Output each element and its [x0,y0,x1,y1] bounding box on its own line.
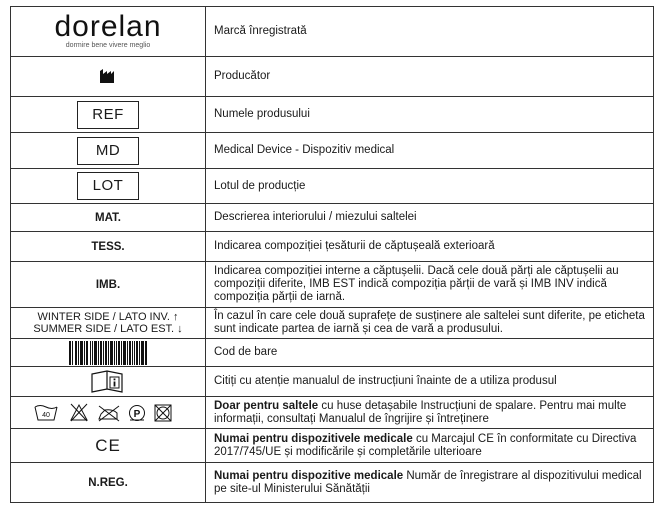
table-row [11,57,654,97]
svg-text:40: 40 [42,411,50,419]
lot-symbol: LOT [77,172,139,200]
table-row [11,429,654,463]
symbols-table [10,6,654,503]
no-iron-icon [99,406,119,421]
row-description: În cazul în care cele două suprafețe de susținere ale saltelei sunt diferite, pe eticheta sunt indicate partea de iarnă și cea de vară a produsului. [206,308,654,339]
table-row [11,232,654,262]
logo-cell [11,7,206,57]
imb-label: IMB. [11,262,206,308]
row-description: Doar pentru saltele cu huse detașabile Instrucțiuni de spalare. Pentru mai multe informații, consultați Manualul de îngrijire și întreținere [206,397,654,429]
manufacturer-icon [99,68,117,84]
table-row [11,397,654,429]
row-description: Indicarea compoziției interne a căptușelii. Dacă cele două părți ale căptușelii au compoziții diferite, IMB EST indică compoziția părții de vară și IMB INV indică compoziția părții de iarnă. [206,262,654,308]
dry-clean-p-icon [130,405,145,420]
table-row [11,7,654,57]
svg-text:P: P [133,408,141,420]
table-row [11,367,654,397]
md-symbol: MD [77,137,139,165]
row-description: Lotul de producție [206,169,654,204]
row-description-bold: Numai pentru dispozitive medicale [214,469,404,482]
row-description: Indicarea compoziției țesăturii de căptușeală exterioară [206,232,654,262]
brand-tagline: dormire bene vivere meglio [65,42,151,49]
tess-label: TESS. [11,232,206,262]
table-row [11,463,654,503]
row-description: Marcă înregistrată [206,7,654,57]
table-row [11,339,654,367]
row-description-bold: Numai pentru dispozitivele medicale [214,432,413,445]
wash-40-icon [35,405,57,420]
barcode-icon [69,341,147,365]
table-row [11,169,654,204]
consult-manual-icon [90,370,126,394]
row-description: Numai pentru dispozitive medicale Număr de înregistrare al dispozitivului medical pe site-ul Ministerului Sănătății [206,463,654,503]
winter-side-label: WINTER SIDE / LATO INV. ↑ [37,311,179,323]
table-row [11,133,654,169]
table-row [11,308,654,339]
summer-side-label: SUMMER SIDE / LATO EST. ↓ [33,323,183,335]
row-description: Descrierea interiorului / miezului saltelei [206,204,654,232]
mat-label: MAT. [11,204,206,232]
table-row [11,97,654,133]
row-description: Medical Device - Dispozitiv medical [206,133,654,169]
care-symbols [33,402,183,424]
table-row [11,262,654,308]
row-description: Numele produsului [206,97,654,133]
brand-logo: dorelan [54,10,162,43]
table-row [11,204,654,232]
no-tumble-dry-icon [155,405,171,421]
row-description: Citiți cu atenție manualul de instrucțiuni înainte de a utiliza produsul [206,367,654,397]
nreg-label: N.REG. [11,463,206,503]
row-description: Producător [206,57,654,97]
row-description: Cod de bare [206,339,654,367]
ref-symbol: REF [77,101,139,129]
ce-mark-icon: CE [95,435,121,455]
no-bleach-icon [71,404,87,421]
row-description-bold: Doar pentru saltele [214,399,319,412]
row-description: Numai pentru dispozitivele medicale cu Marcajul CE în conformitate cu Directiva 2017/745/UE și modificările și completările ulterioare [206,429,654,463]
